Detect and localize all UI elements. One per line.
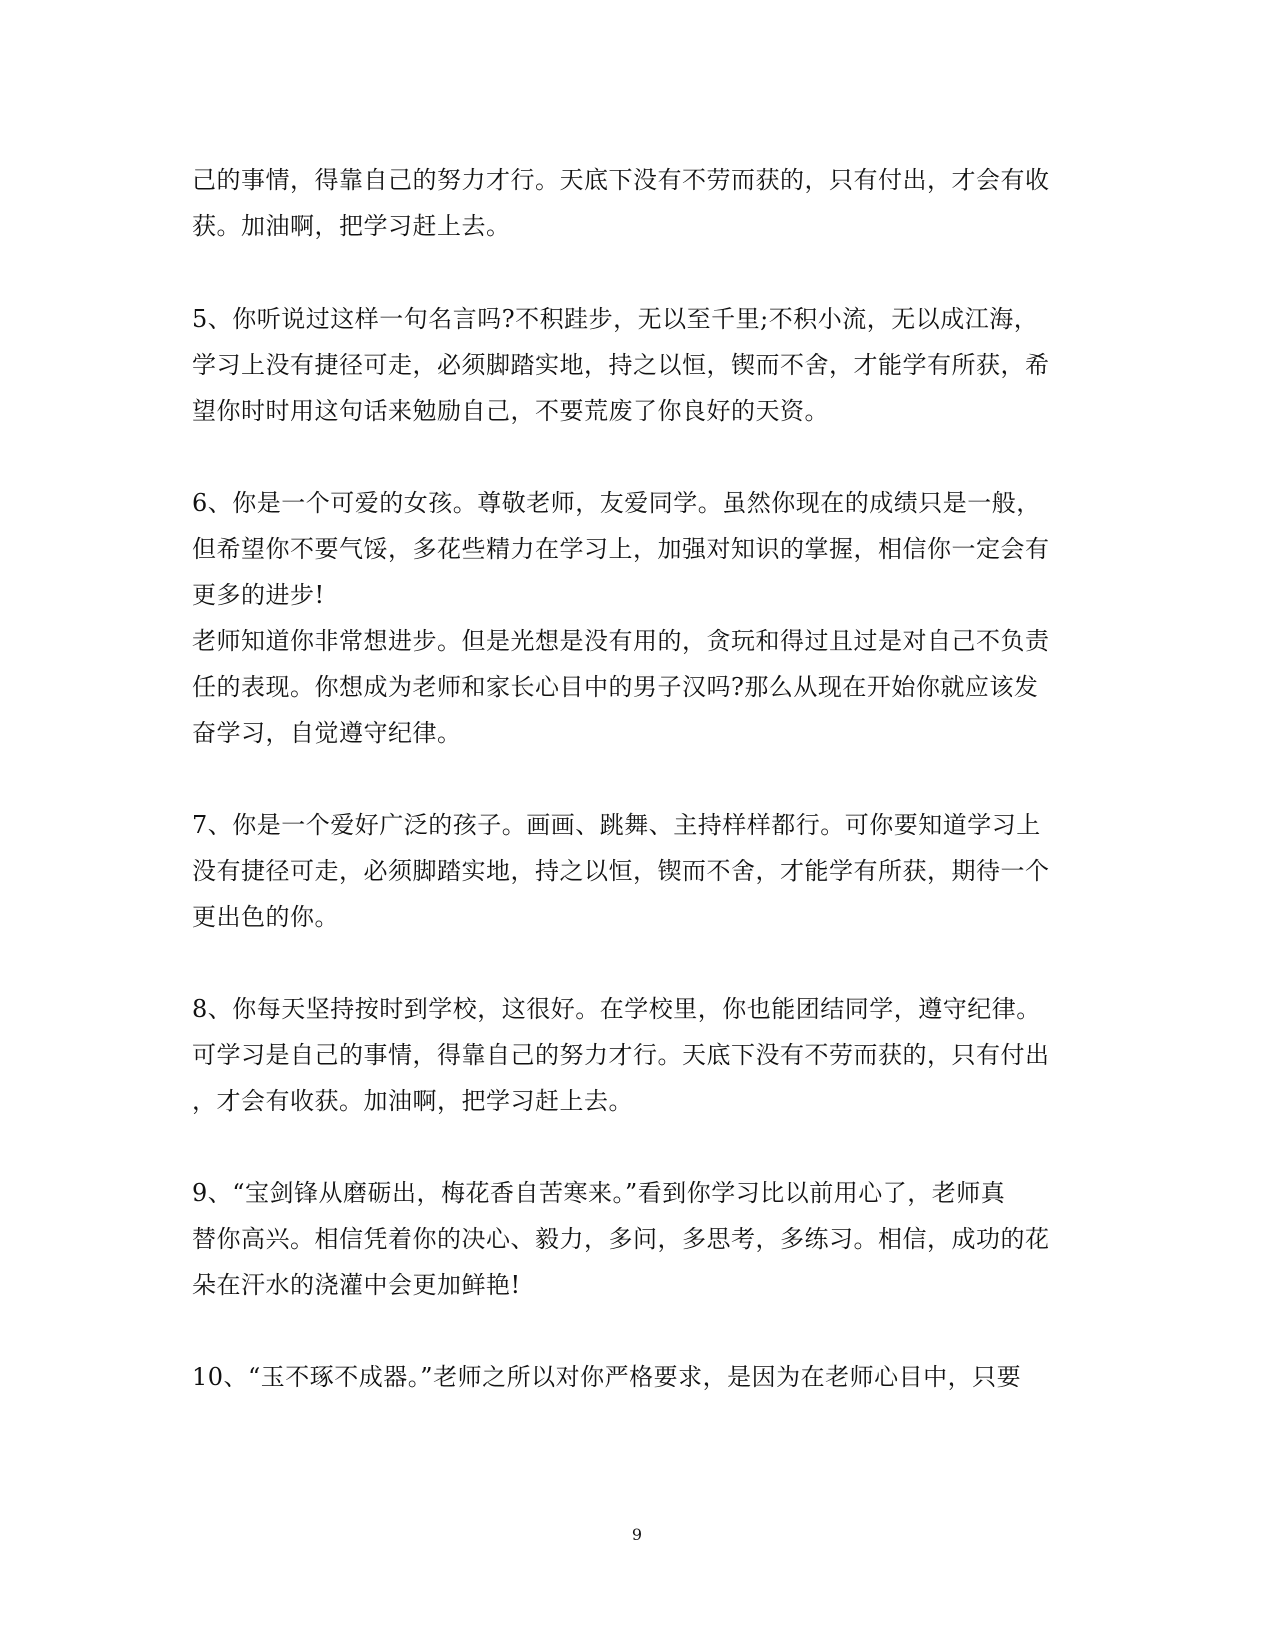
text-line: 更出色的你。 [192,903,339,931]
text-line: 望你时时用这句话来勉励自己，不要荒废了你良好的天资。 [192,397,829,425]
page-number: 9 [631,1525,643,1544]
text-line: 但希望你不要气馁，多花些精力在学习上，加强对知识的掌握，相信你一定会有 [192,535,1050,563]
text-line: 5、你听说过这样一句名言吗?不积跬步，无以至千里;不积小流，无以成江海， [192,305,1039,333]
text-line: 可学习是自己的事情，得靠自己的努力才行。天底下没有不劳而获的，只有付出 [192,1041,1050,1069]
text-line: ，才会有收获。加油啊，把学习赶上去。 [192,1087,633,1115]
text-line: 任的表现。你想成为老师和家长心目中的男子汉吗?那么从现在开始你就应该发 [192,673,1039,701]
text-line: 学习上没有捷径可走，必须脚踏实地，持之以恒，锲而不舍，才能学有所获，希 [192,351,1050,379]
text-line: 替你高兴。相信凭着你的决心、毅力，多问，多思考，多练习。相信，成功的花 [192,1225,1050,1253]
text-line: 奋学习，自觉遵守纪律。 [192,719,462,747]
text-line: 更多的进步! [192,581,325,609]
text-line: 6、你是一个可爱的女孩。尊敬老师，友爱同学。虽然你现在的成绩只是一般， [192,489,1041,517]
text-line: 没有捷径可走，必须脚踏实地，持之以恒，锲而不舍，才能学有所获，期待一个 [192,857,1050,885]
text-line: 获。加油啊，把学习赶上去。 [192,212,511,240]
text-line: 8、你每天坚持按时到学校，这很好。在学校里，你也能团结同学，遵守纪律。 [192,995,1041,1023]
text-line: 朵在汗水的浇灌中会更加鲜艳! [192,1271,521,1299]
text-line: 10、“玉不琢不成器。”老师之所以对你严格要求，是因为在老师心目中，只要 [192,1363,1022,1391]
text-line: 7、你是一个爱好广泛的孩子。画画、跳舞、主持样样都行。可你要知道学习上 [192,811,1041,839]
text-line: 己的事情，得靠自己的努力才行。天底下没有不劳而获的，只有付出，才会有收 [192,166,1050,194]
text-line: 9、“宝剑锋从磨砺出，梅花香自苦寒来。”看到你学习比以前用心了，老师真 [192,1179,1006,1207]
text-line: 老师知道你非常想进步。但是光想是没有用的，贪玩和得过且过是对自己不负责 [192,627,1050,655]
